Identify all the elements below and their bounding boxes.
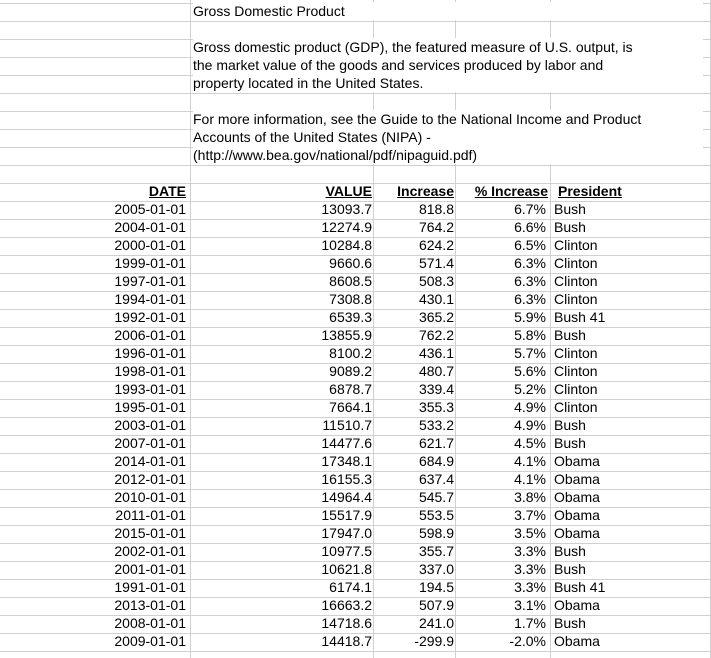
- value-cell[interactable]: 13855.9: [321, 327, 372, 343]
- value-cell[interactable]: 7308.8: [329, 291, 372, 307]
- value-cell[interactable]: 8100.2: [329, 345, 372, 361]
- president-cell[interactable]: Clinton: [554, 255, 598, 271]
- value-cell[interactable]: 17348.1: [321, 453, 372, 469]
- date-cell[interactable]: 1997-01-01: [114, 273, 186, 289]
- pct-increase-cell[interactable]: 4.9%: [514, 417, 546, 433]
- increase-cell[interactable]: -299.9: [414, 633, 454, 649]
- value-cell[interactable]: 13093.7: [321, 201, 372, 217]
- date-cell[interactable]: 2000-01-01: [114, 237, 186, 253]
- more-info-line: Accounts of the United States (NIPA) -: [193, 129, 431, 145]
- date-cell[interactable]: 2005-01-01: [114, 201, 186, 217]
- president-cell[interactable]: Clinton: [554, 363, 598, 379]
- date-cell[interactable]: 2006-01-01: [114, 327, 186, 343]
- pct-increase-cell[interactable]: 4.5%: [514, 435, 546, 451]
- increase-cell[interactable]: 621.7: [418, 435, 454, 451]
- pct-increase-cell[interactable]: -2.0%: [509, 633, 546, 649]
- pct-increase-cell[interactable]: 5.6%: [514, 363, 546, 379]
- date-cell[interactable]: 2009-01-01: [114, 633, 186, 649]
- date-cell[interactable]: 1992-01-01: [114, 309, 186, 325]
- value-cell[interactable]: 10977.5: [321, 543, 372, 559]
- pct-increase-cell[interactable]: 4.1%: [514, 453, 546, 469]
- increase-cell[interactable]: 355.3: [418, 399, 454, 415]
- header-date[interactable]: DATE: [148, 183, 186, 199]
- increase-cell[interactable]: 553.5: [418, 507, 454, 523]
- president-cell[interactable]: Bush: [554, 327, 586, 343]
- date-cell[interactable]: 2015-01-01: [114, 525, 186, 541]
- value-cell[interactable]: 9660.6: [329, 255, 372, 271]
- increase-cell[interactable]: 194.5: [418, 579, 454, 595]
- president-cell[interactable]: Clinton: [554, 291, 598, 307]
- pct-increase-cell[interactable]: 5.9%: [514, 309, 546, 325]
- pct-increase-cell[interactable]: 6.5%: [514, 237, 546, 253]
- increase-cell[interactable]: 533.2: [418, 417, 454, 433]
- more-info-line: (http://www.bea.gov/national/pdf/nipaguid.pdf): [193, 147, 478, 163]
- increase-cell[interactable]: 430.1: [418, 291, 454, 307]
- increase-cell[interactable]: 598.9: [418, 525, 454, 541]
- president-cell[interactable]: Bush 41: [554, 579, 606, 595]
- value-cell[interactable]: 6174.1: [329, 579, 372, 595]
- increase-cell[interactable]: 355.7: [418, 543, 454, 559]
- president-cell[interactable]: Bush: [554, 435, 586, 451]
- president-cell[interactable]: Obama: [554, 489, 600, 505]
- pct-increase-cell[interactable]: 6.3%: [514, 273, 546, 289]
- pct-increase-cell[interactable]: 3.8%: [514, 489, 546, 505]
- president-cell[interactable]: Bush: [554, 219, 586, 235]
- president-cell[interactable]: Clinton: [554, 381, 598, 397]
- president-cell[interactable]: Clinton: [554, 345, 598, 361]
- president-cell[interactable]: Obama: [554, 633, 600, 649]
- president-cell[interactable]: Obama: [554, 507, 600, 523]
- date-cell[interactable]: 2003-01-01: [114, 417, 186, 433]
- sheet-title: Gross Domestic Product: [193, 3, 345, 19]
- value-cell[interactable]: 14964.4: [321, 489, 372, 505]
- president-cell[interactable]: Obama: [554, 525, 600, 541]
- date-cell[interactable]: 2010-01-01: [114, 489, 186, 505]
- increase-cell[interactable]: 762.2: [418, 327, 454, 343]
- date-cell[interactable]: 1994-01-01: [114, 291, 186, 307]
- date-cell[interactable]: 2011-01-01: [115, 507, 186, 523]
- president-cell[interactable]: Bush: [554, 561, 586, 577]
- header-value[interactable]: VALUE: [325, 183, 372, 199]
- value-cell[interactable]: 17947.0: [321, 525, 372, 541]
- president-cell[interactable]: Obama: [554, 597, 600, 613]
- pct-increase-cell[interactable]: 3.7%: [514, 507, 546, 523]
- value-cell[interactable]: 10621.8: [321, 561, 372, 577]
- increase-cell[interactable]: 508.3: [418, 273, 454, 289]
- value-cell[interactable]: 10284.8: [321, 237, 372, 253]
- pct-increase-cell[interactable]: 6.3%: [514, 255, 546, 271]
- pct-increase-cell[interactable]: 5.7%: [514, 345, 546, 361]
- president-cell[interactable]: Bush: [554, 417, 586, 433]
- increase-cell[interactable]: 545.7: [418, 489, 454, 505]
- increase-cell[interactable]: 507.9: [418, 597, 454, 613]
- president-cell[interactable]: Bush: [554, 201, 586, 217]
- value-cell[interactable]: 14418.7: [321, 633, 372, 649]
- date-cell[interactable]: 2001-01-01: [114, 561, 186, 577]
- value-cell[interactable]: 7664.1: [329, 399, 372, 415]
- value-cell[interactable]: 11510.7: [322, 417, 372, 433]
- president-cell[interactable]: Clinton: [554, 399, 598, 415]
- pct-increase-cell[interactable]: 3.3%: [514, 543, 546, 559]
- date-cell[interactable]: 1993-01-01: [114, 381, 186, 397]
- increase-cell[interactable]: 571.4: [418, 255, 454, 271]
- date-cell[interactable]: 1995-01-01: [114, 399, 186, 415]
- header-president[interactable]: President: [558, 183, 622, 199]
- increase-cell[interactable]: 624.2: [418, 237, 454, 253]
- pct-increase-cell[interactable]: 4.9%: [514, 399, 546, 415]
- date-cell[interactable]: 2004-01-01: [114, 219, 186, 235]
- date-cell[interactable]: 1991-01-01: [114, 579, 186, 595]
- increase-cell[interactable]: 436.1: [418, 345, 454, 361]
- date-cell[interactable]: 1999-01-01: [114, 255, 186, 271]
- increase-cell[interactable]: 365.2: [418, 309, 454, 325]
- pct-increase-cell[interactable]: 6.3%: [514, 291, 546, 307]
- pct-increase-cell[interactable]: 6.6%: [514, 219, 546, 235]
- description-line: the market value of the goods and services produced by labor and: [193, 57, 604, 73]
- pct-increase-cell[interactable]: 3.3%: [514, 561, 546, 577]
- value-cell[interactable]: 16155.3: [321, 471, 372, 487]
- value-cell[interactable]: 15517.9: [321, 507, 372, 523]
- date-cell[interactable]: 2014-01-01: [114, 453, 186, 469]
- pct-increase-cell[interactable]: 4.1%: [514, 471, 546, 487]
- increase-cell[interactable]: 818.8: [418, 201, 454, 217]
- more-info-line: For more information, see the Guide to the National Income and Product: [193, 111, 642, 127]
- president-cell[interactable]: Clinton: [554, 237, 598, 253]
- value-cell[interactable]: 14477.6: [321, 435, 372, 451]
- header-increase[interactable]: Increase: [397, 183, 454, 199]
- value-cell[interactable]: 8608.5: [329, 273, 372, 289]
- date-cell[interactable]: 2002-01-01: [114, 543, 186, 559]
- date-cell[interactable]: 2012-01-01: [114, 471, 186, 487]
- pct-increase-cell[interactable]: 6.7%: [514, 201, 546, 217]
- president-cell[interactable]: Bush: [554, 615, 586, 631]
- pct-increase-cell[interactable]: 1.7%: [514, 615, 546, 631]
- value-cell[interactable]: 14718.6: [321, 615, 372, 631]
- pct-increase-cell[interactable]: 3.1%: [514, 597, 546, 613]
- increase-cell[interactable]: 241.0: [418, 615, 454, 631]
- increase-cell[interactable]: 637.4: [418, 471, 454, 487]
- value-cell[interactable]: 6878.7: [329, 381, 372, 397]
- date-cell[interactable]: 1996-01-01: [114, 345, 186, 361]
- pct-increase-cell[interactable]: 5.2%: [514, 381, 546, 397]
- value-cell[interactable]: 16663.2: [321, 597, 372, 613]
- value-cell[interactable]: 12274.9: [321, 219, 372, 235]
- date-cell[interactable]: 2008-01-01: [114, 615, 186, 631]
- date-cell[interactable]: 2007-01-01: [114, 435, 186, 451]
- date-cell[interactable]: 2013-01-01: [114, 597, 186, 613]
- increase-cell[interactable]: 339.4: [418, 381, 454, 397]
- value-cell[interactable]: 6539.3: [329, 309, 372, 325]
- header-pct-increase[interactable]: % Increase: [474, 183, 548, 199]
- president-cell[interactable]: Clinton: [554, 273, 598, 289]
- pct-increase-cell[interactable]: 3.3%: [514, 579, 546, 595]
- date-cell[interactable]: 1998-01-01: [114, 363, 186, 379]
- increase-cell[interactable]: 337.0: [418, 561, 454, 577]
- description-line: property located in the United States.: [193, 75, 424, 91]
- pct-increase-cell[interactable]: 5.8%: [514, 327, 546, 343]
- president-cell[interactable]: Bush: [554, 543, 586, 559]
- president-cell[interactable]: Obama: [554, 471, 600, 487]
- increase-cell[interactable]: 684.9: [418, 453, 454, 469]
- value-cell[interactable]: 9089.2: [329, 363, 372, 379]
- increase-cell[interactable]: 764.2: [418, 219, 454, 235]
- president-cell[interactable]: Bush 41: [554, 309, 606, 325]
- pct-increase-cell[interactable]: 3.5%: [514, 525, 546, 541]
- president-cell[interactable]: Obama: [554, 453, 600, 469]
- description-line: Gross domestic product (GDP), the featured measure of U.S. output, is: [193, 39, 633, 55]
- increase-cell[interactable]: 480.7: [418, 363, 454, 379]
